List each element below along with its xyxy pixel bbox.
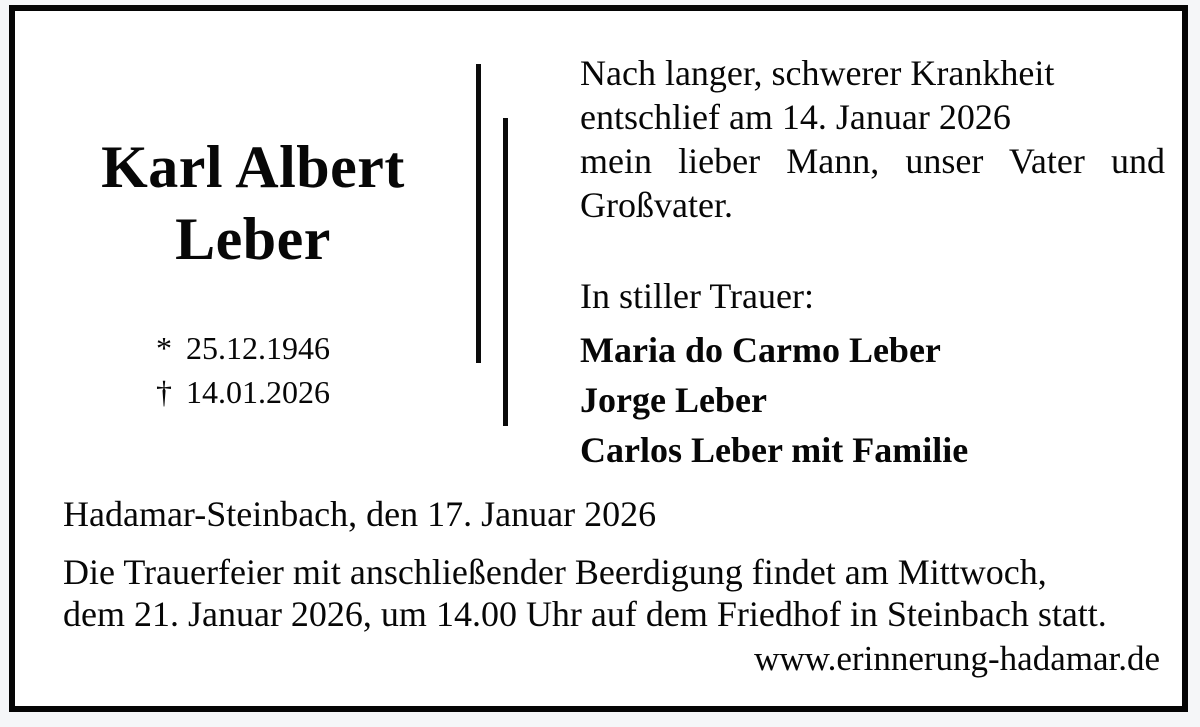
deceased-name <box>43 131 463 275</box>
website-url: www.erinnerung-hadamar.de <box>754 639 1160 678</box>
death-date-row <box>156 370 330 414</box>
condolence-intro: In stiller Trauer: <box>580 276 814 316</box>
life-dates <box>156 326 330 414</box>
announcement-line2: entschlief am 14. Januar 2026 <box>580 97 1011 137</box>
announcement-line1: Nach langer, schwerer Krankheit <box>580 53 1055 93</box>
mourner-name: Maria do Carmo Leber <box>580 330 941 370</box>
mourner-name: Jorge Leber <box>580 380 767 420</box>
death-date: 14.01.2026 <box>186 374 330 410</box>
announcement-line3: mein lieber Mann, unser Vater und Großvater. <box>580 141 1165 225</box>
place-date-line: Hadamar-Steinbach, den 17. Januar 2026 <box>63 494 657 534</box>
birth-star-symbol: * <box>156 330 172 366</box>
funeral-details-line2: dem 21. Januar 2026, um 14.00 Uhr auf dem Friedhof in Steinbach statt. <box>63 594 1107 634</box>
deceased-name-line1: Karl Albert <box>101 134 405 200</box>
vertical-divider-line-2 <box>503 118 508 426</box>
death-dagger-symbol: † <box>156 374 172 410</box>
birth-date-row <box>156 326 330 370</box>
obituary-card <box>9 5 1188 712</box>
funeral-details <box>63 551 1163 635</box>
announcement-text <box>580 51 1165 227</box>
vertical-divider-line-1 <box>476 64 481 363</box>
birth-date: 25.12.1946 <box>186 330 330 366</box>
funeral-details-line1: Die Trauerfeier mit anschließender Beerdigung findet am Mittwoch, <box>63 552 1047 592</box>
mourners-list <box>580 325 968 475</box>
deceased-name-line2: Leber <box>175 206 331 272</box>
mourner-name: Carlos Leber mit Familie <box>580 430 969 470</box>
